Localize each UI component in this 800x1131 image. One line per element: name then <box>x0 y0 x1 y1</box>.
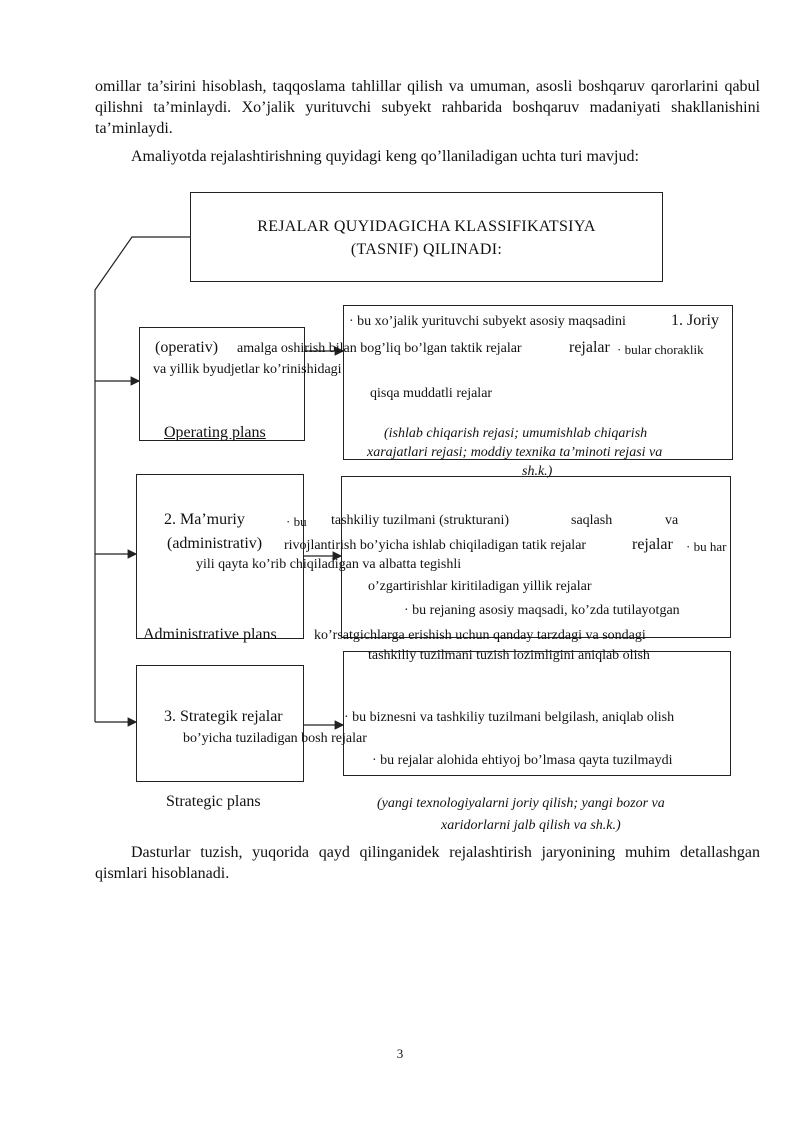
intro-paragraph <box>95 76 760 139</box>
plan3-example-1: (yangi texnologiyalarni joriy qilish; yangi bozor va <box>377 796 665 811</box>
plan1-desc-d: va yillik byudjetlar ko’rinishidagi <box>153 362 342 377</box>
classification-title-box <box>190 192 663 282</box>
closing-line-2: detallashgan qismlari hisoblanadi. <box>95 844 761 882</box>
closing-line-1: Dasturlar tuzish, yuqorida qayd qilinganidek rejalashtirish jaryonining muhim <box>131 844 671 861</box>
plan2-desc-a3: va <box>665 513 679 528</box>
intro-line-1: omillar ta’sirini hisoblash, taqqoslama tahlillar qilish va umuman, asosli boshqaruv <box>95 78 645 95</box>
closing-paragraph <box>95 842 760 884</box>
plan1-desc-b: amalga oshirish bilan bog’liq bo’lgan taktik rejalar <box>237 341 522 356</box>
plan2-admin-label: (administrativ) <box>167 535 263 552</box>
plan1-desc-c: · bular choraklik <box>617 342 704 357</box>
plan2-desc-e: o’zgartirishlar kiritiladigan yillik rejalar <box>368 579 592 594</box>
intro-line-2: qarorlarini qabul qilishni ta’minlaydi. Xo’jalik yurituvchi subyekt rahbarida boshqaruv <box>95 78 760 116</box>
plan3-english-label: Strategic plans <box>166 793 261 810</box>
plan2-desc-f: · bu rejaning asosiy maqsadi, ko’zda tutilayotgan <box>404 603 680 618</box>
plan2-desc-d: yili qayta ko’rib chiqiladigan va albatta tegishli <box>196 557 462 572</box>
plan2-desc-a2: saqlash <box>571 513 613 528</box>
plan1-desc-a: · bu xo’jalik yurituvchi subyekt asosiy maqsadini <box>349 314 626 329</box>
page-number: 3 <box>396 1046 404 1061</box>
plan1-desc-e: qisqa muddatli rejalar <box>370 386 493 401</box>
plan3-example-2: xaridorlarni jalb qilish va sh.k.) <box>441 818 621 833</box>
plan2-number-label: 2. Ma’muriy <box>164 511 245 528</box>
plan1-rejalar: rejalar <box>569 339 610 356</box>
plan2-english-label: Administrative plans <box>143 626 277 643</box>
plan2-bu: · bu <box>286 514 307 529</box>
plan2-desc-g: ko’rsatgichlarga erishish uchun qanday tarzdagi va sondagi <box>314 628 646 643</box>
intro-lead-paragraph <box>95 146 760 167</box>
intro-line-3: madaniyati shakllanishini ta’minlaydi. <box>95 99 761 137</box>
plan3-number-label: 3. Strategik rejalar <box>164 708 283 725</box>
plan2-desc-c: · bu har <box>686 539 727 554</box>
plan3-desc-a: · bu biznesni va tashkiliy tuzilmani belgilash, aniqlab olish <box>344 710 675 725</box>
intro-line-4: Amaliyotda rejalashtirishning quyidagi keng qo’llaniladigan uchta turi mavjud: <box>131 148 639 165</box>
plan3-desc-b: bo’yicha tuziladigan bosh rejalar <box>183 731 367 746</box>
plan1-operativ-label: (operativ) <box>155 339 219 356</box>
plan1-english-label: Operating plans <box>164 424 266 441</box>
plan2-desc-b: rivojlantirish bo’yicha ishlab chiqiladigan tatik rejalar <box>284 538 587 553</box>
plan2-desc-h: tashkiliy tuzilmani tuzish lozimligini aniqlab olish <box>368 648 650 663</box>
plan1-example-3: sh.k.) <box>522 464 553 479</box>
plan1-example-1: (ishlab chiqarish rejasi; umumishlab chiqarish <box>384 426 648 441</box>
classification-title-line-2: (TASNIF) QILINADI: <box>350 241 503 258</box>
plan1-number-label: 1. Joriy <box>671 312 719 329</box>
classification-title-line-1: REJALAR QUYIDAGICHA KLASSIFIKATSIYA <box>257 218 596 235</box>
plan3-desc-c: · bu rejalar alohida ehtiyoj bo’lmasa qayta tuzilmaydi <box>372 753 673 768</box>
plan2-desc-a1: tashkiliy tuzilmani (strukturani) <box>331 513 510 528</box>
plan2-rejalar: rejalar <box>632 536 673 553</box>
plan1-example-2: xarajatlari rejasi; moddiy texnika ta’minoti rejasi va <box>367 445 663 460</box>
